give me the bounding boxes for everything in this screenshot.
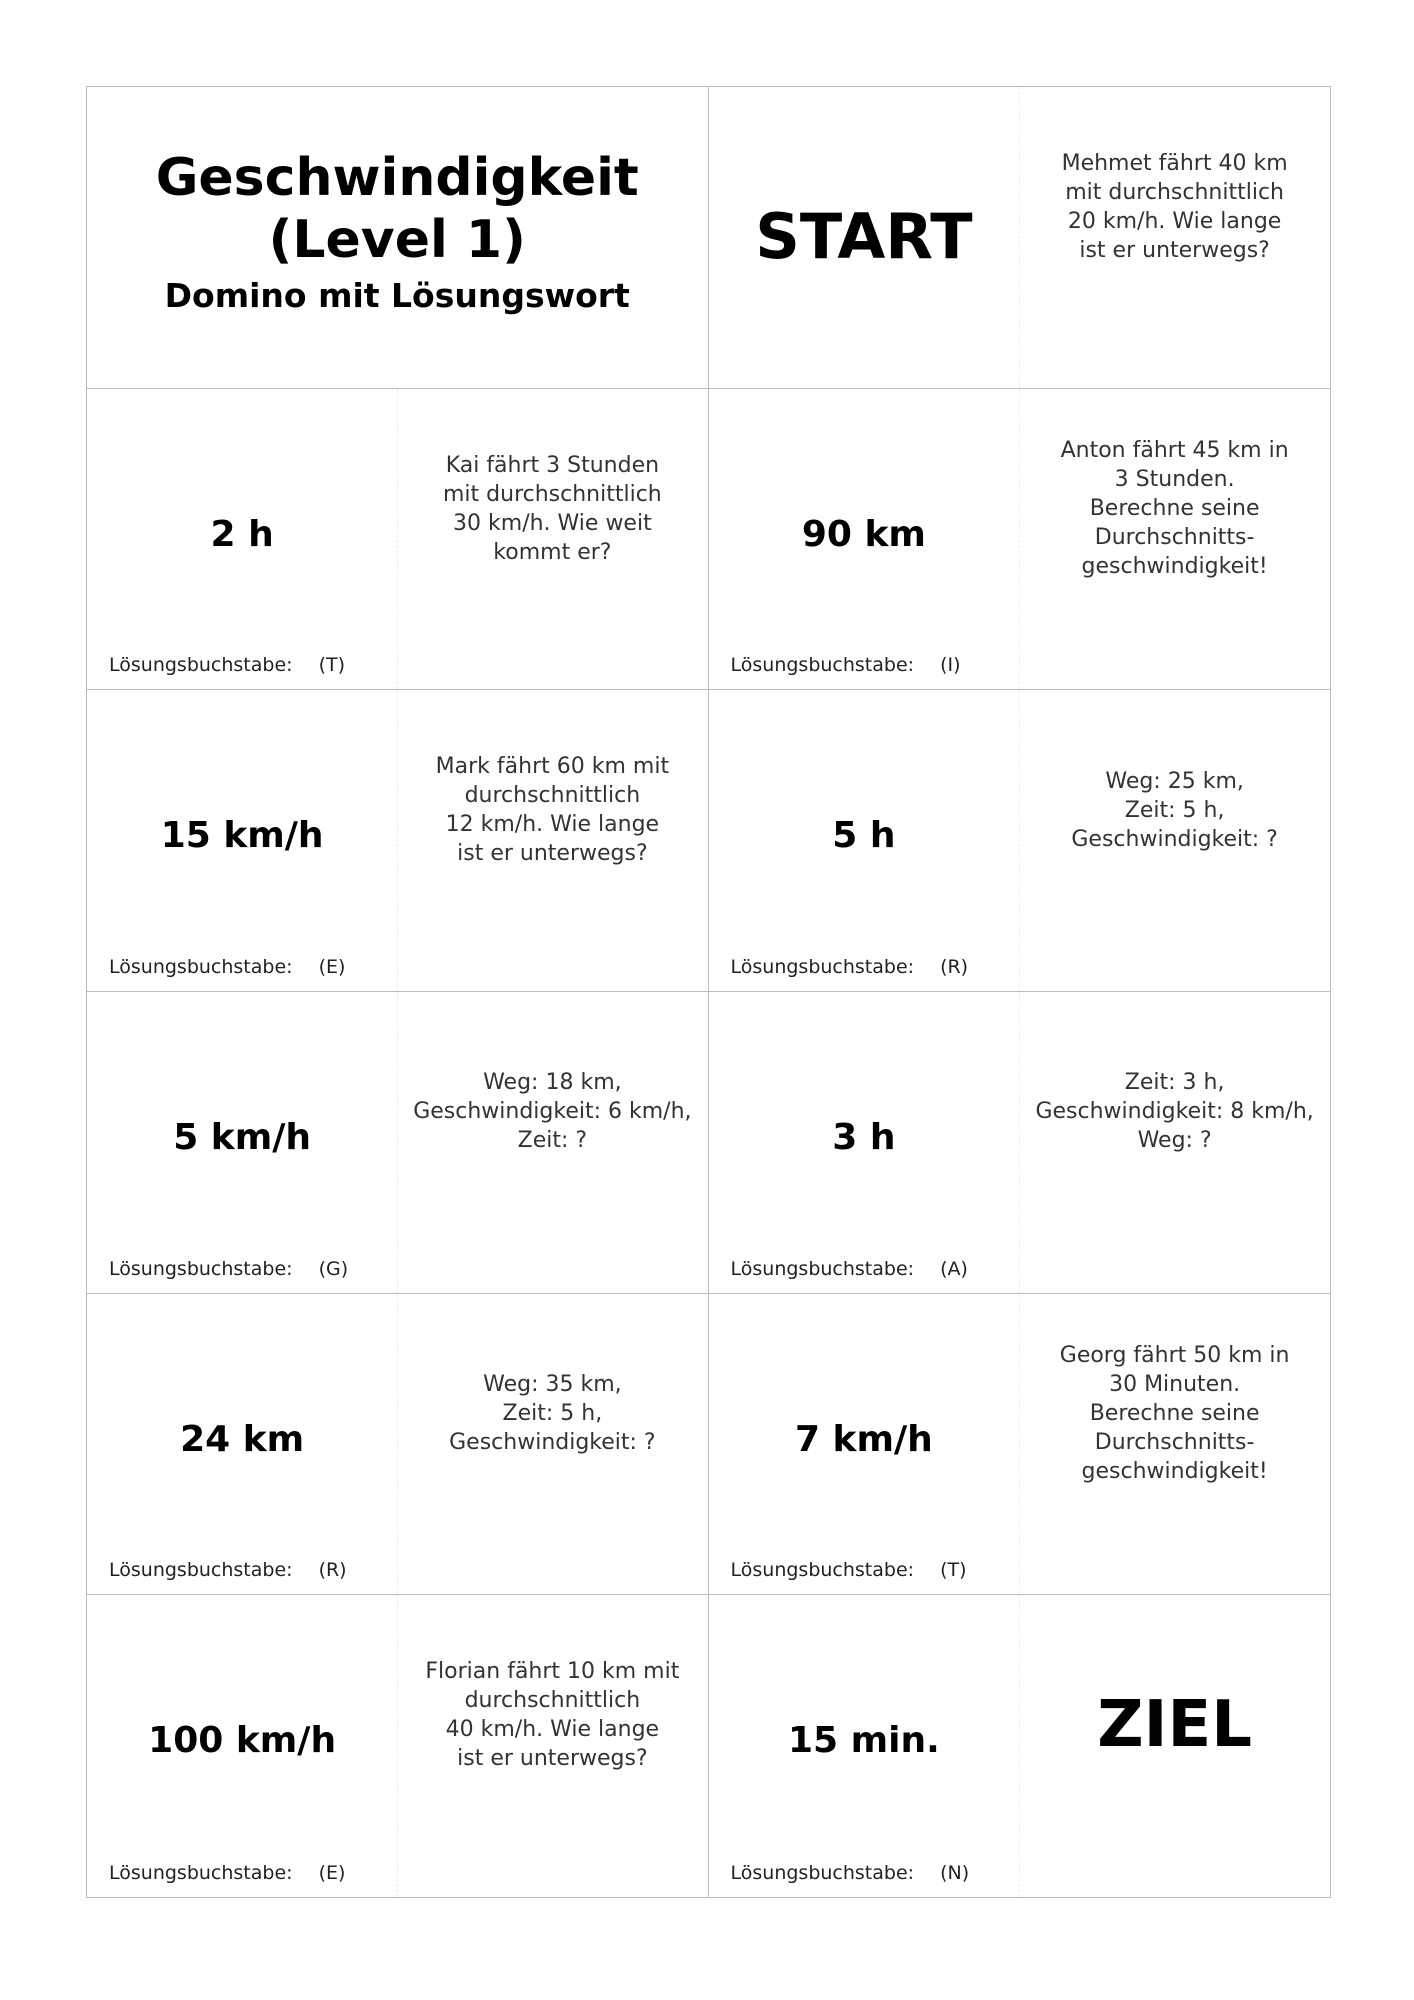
- level-label: (Level 1): [268, 210, 526, 270]
- card-answer: 100 km/h: [148, 1720, 337, 1762]
- card-task: [397, 992, 707, 1232]
- domino-card: [709, 1294, 1331, 1596]
- solution-label: Lösungsbuchstabe:: [730, 654, 915, 677]
- ziel-label: [1019, 1605, 1330, 1845]
- solution-letter-line: [731, 1861, 970, 1885]
- task-line: 30 Minuten.: [1109, 1372, 1241, 1398]
- card-answer: 5 h: [832, 815, 896, 857]
- solution-letter: (R): [318, 1559, 347, 1582]
- card-answer: 15 min.: [787, 1720, 940, 1762]
- solution-label: Lösungsbuchstabe:: [730, 955, 915, 978]
- solution-label: Lösungsbuchstabe:: [109, 1559, 293, 1582]
- task-line: Geschwindigkeit: 8 km/h,: [1035, 1099, 1314, 1125]
- solution-letter-line: [109, 1558, 347, 1582]
- solution-letter: (N): [940, 1861, 970, 1884]
- page-subtitle: Domino mit Lösungswort: [164, 276, 630, 315]
- task-line: Weg: 25 km,: [1105, 768, 1244, 794]
- solution-letter-line: [109, 1257, 348, 1281]
- task-line: Weg: ?: [1137, 1128, 1212, 1154]
- solution-label: Lösungsbuchstabe:: [730, 1257, 915, 1280]
- solution-letter: (E): [318, 955, 346, 978]
- solution-label: Lösungsbuchstabe:: [730, 1861, 915, 1884]
- task-line: Zeit: 5 h,: [502, 1401, 603, 1427]
- task-line: Geschwindigkeit: ?: [449, 1430, 656, 1456]
- task-line: ist er unterwegs?: [457, 841, 648, 867]
- solution-label: Lösungsbuchstabe:: [109, 1861, 293, 1884]
- domino-grid: [86, 86, 1331, 1898]
- solution-letter: (T): [318, 654, 345, 677]
- task-line: mit durchschnittlich: [443, 481, 662, 507]
- card-answer: 90 km: [801, 513, 926, 555]
- card-answer: 5 km/h: [173, 1116, 312, 1158]
- task-line: Weg: 35 km,: [483, 1372, 622, 1398]
- solution-letter-line: [731, 1558, 967, 1582]
- card-answer: 24 km: [180, 1418, 305, 1460]
- solution-letter-line: [731, 955, 969, 979]
- domino-card: [87, 1595, 709, 1897]
- solution-label: Lösungsbuchstabe:: [109, 955, 293, 978]
- task-line: durchschnittlich: [464, 783, 641, 809]
- ziel-card: [709, 1595, 1331, 1897]
- solution-letter: (T): [940, 1559, 967, 1582]
- task-line: Berechne seine: [1089, 1401, 1260, 1427]
- ziel-text: ZIEL: [1097, 1688, 1252, 1763]
- task-line: durchschnittlich: [464, 1688, 641, 1714]
- card-answer: 15 km/h: [160, 815, 324, 857]
- task-line: Mehmet fährt 40 km: [1061, 151, 1288, 176]
- solution-letter-line: [731, 653, 961, 677]
- task-line: Durchschnitts-: [1094, 525, 1255, 551]
- task-line: 20 km/h. Wie lange: [1067, 209, 1282, 234]
- card-answer: 3 h: [832, 1116, 896, 1158]
- card-task: [397, 389, 707, 629]
- solution-letter: (A): [940, 1257, 968, 1280]
- card-task: [1019, 389, 1330, 629]
- task-line: Zeit: 3 h,: [1124, 1070, 1225, 1096]
- task-line: Georg fährt 50 km in: [1059, 1343, 1290, 1369]
- task-line: ist er unterwegs?: [1079, 238, 1270, 263]
- domino-card: [87, 389, 709, 691]
- task-line: Zeit: ?: [517, 1128, 588, 1154]
- solution-letter-line: [109, 955, 345, 979]
- task-line: Weg: 18 km,: [483, 1070, 622, 1096]
- card-task: [1019, 992, 1330, 1232]
- solution-letter-line: [731, 1257, 968, 1281]
- task-line: Geschwindigkeit: 6 km/h,: [413, 1099, 692, 1125]
- task-line: 30 km/h. Wie weit: [453, 510, 652, 536]
- solution-label: Lösungsbuchstabe:: [109, 654, 293, 677]
- task-line: Berechne seine: [1089, 496, 1260, 522]
- task-line: Zeit: 5 h,: [1124, 797, 1225, 823]
- task-line: geschwindigkeit!: [1081, 1459, 1268, 1485]
- solution-letter: (I): [940, 654, 961, 677]
- task-line: Florian fährt 10 km mit: [425, 1659, 680, 1685]
- solution-letter: (G): [318, 1257, 349, 1280]
- solution-label: Lösungsbuchstabe:: [109, 1257, 293, 1280]
- domino-card: [87, 690, 709, 992]
- start-label: START: [755, 200, 973, 273]
- title-block: [87, 147, 708, 319]
- domino-card: [709, 389, 1331, 691]
- task-line: Durchschnitts-: [1094, 1430, 1255, 1456]
- task-line: Anton fährt 45 km in: [1060, 438, 1289, 464]
- task-line: 3 Stunden.: [1114, 467, 1235, 493]
- solution-letter-line: [109, 1861, 345, 1885]
- card-answer: 7 km/h: [794, 1418, 933, 1460]
- solution-letter: (E): [318, 1861, 346, 1884]
- card-answer: 2 h: [210, 513, 274, 555]
- card-task: [397, 690, 707, 930]
- title-card: [87, 87, 709, 389]
- domino-card: [709, 690, 1331, 992]
- page-title: Geschwindigkeit: [155, 148, 639, 208]
- domino-card: [709, 992, 1331, 1294]
- task-line: ist er unterwegs?: [457, 1746, 648, 1772]
- domino-card: [87, 992, 709, 1294]
- task-line: Geschwindigkeit: ?: [1071, 826, 1278, 852]
- task-line: kommt er?: [493, 539, 612, 565]
- task-line: geschwindigkeit!: [1081, 554, 1268, 580]
- task-line: Mark fährt 60 km mit: [435, 754, 670, 780]
- card-task: [1019, 690, 1330, 930]
- task-line: Kai fährt 3 Stunden: [445, 452, 660, 478]
- task-line: 12 km/h. Wie lange: [445, 812, 660, 838]
- start-task: [1019, 87, 1330, 327]
- solution-letter: (R): [940, 955, 969, 978]
- start-card: [709, 87, 1331, 389]
- card-task: [397, 1595, 707, 1835]
- solution-letter-line: [109, 653, 345, 677]
- task-line: 40 km/h. Wie lange: [445, 1717, 660, 1743]
- task-line: mit durchschnittlich: [1065, 180, 1284, 205]
- card-task: [1019, 1294, 1330, 1534]
- solution-label: Lösungsbuchstabe:: [730, 1559, 915, 1582]
- card-task: [397, 1294, 707, 1534]
- domino-card: [87, 1294, 709, 1596]
